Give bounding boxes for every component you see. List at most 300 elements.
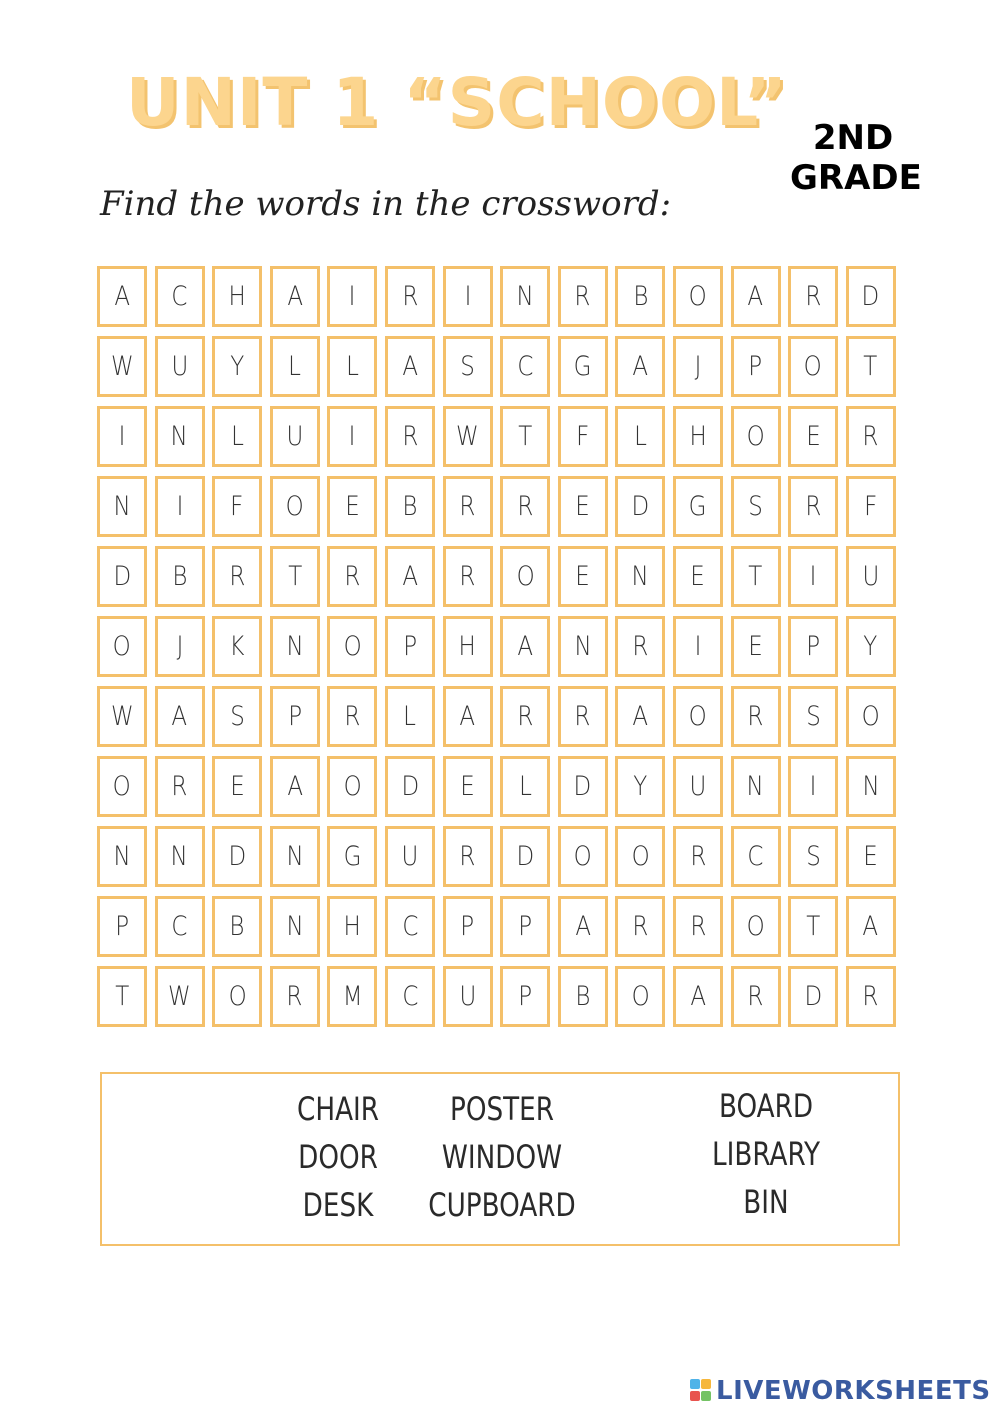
grid-letter: N [286, 631, 304, 662]
grid-letter: A [862, 911, 879, 942]
grid-cell[interactable] [155, 476, 205, 537]
grid-letter: I [464, 281, 471, 312]
grid-cell[interactable] [270, 616, 320, 677]
grid-cell[interactable] [385, 336, 435, 397]
grid-cell[interactable] [97, 896, 147, 957]
grid-cell[interactable] [327, 896, 377, 957]
grid-cell[interactable] [97, 266, 147, 327]
grid-letter: A [574, 911, 591, 942]
grid-letter: D [516, 841, 534, 872]
worksheet-title: UNIT 1 “SCHOOL” [126, 64, 788, 141]
grid-cell[interactable] [788, 966, 838, 1027]
grid-cell[interactable] [155, 546, 205, 607]
grid-cell[interactable] [731, 616, 781, 677]
grid-letter: S [805, 841, 821, 872]
grid-cell[interactable] [500, 616, 550, 677]
grid-cell[interactable] [385, 546, 435, 607]
grid-cell[interactable] [846, 756, 896, 817]
grid-cell[interactable] [270, 476, 320, 537]
grid-cell[interactable] [731, 266, 781, 327]
grid-letter: T [748, 561, 763, 592]
grid-cell[interactable] [443, 966, 493, 1027]
grid-letter: C [517, 351, 534, 382]
grid-cell[interactable] [731, 966, 781, 1027]
grid-cell[interactable] [615, 966, 665, 1027]
grid-letter: T [518, 421, 533, 452]
grid-letter: D [573, 771, 592, 802]
grid-cell[interactable] [212, 756, 262, 817]
grid-cell[interactable] [97, 336, 147, 397]
grid-letter: A [402, 561, 418, 592]
grid-cell[interactable] [443, 336, 493, 397]
word-bank-item: CUPBOARD [428, 1186, 576, 1224]
grid-letter: G [689, 491, 707, 522]
grid-letter: O [228, 981, 247, 1012]
grid-letter: F [864, 491, 878, 522]
grid-letter: A [286, 771, 303, 802]
grid-letter: E [575, 491, 591, 522]
grid-letter: A [114, 281, 130, 312]
grid-letter: R [171, 771, 188, 802]
grid-letter: A [517, 631, 534, 662]
grid-letter: L [345, 351, 359, 382]
grid-letter: L [288, 351, 302, 382]
grid-cell[interactable] [443, 616, 493, 677]
grid-letter: P [518, 981, 533, 1012]
grid-cell[interactable] [443, 266, 493, 327]
grid-cell[interactable] [846, 966, 896, 1027]
word-bank-item: WINDOW [441, 1138, 563, 1176]
grid-letter: F [576, 421, 590, 452]
grid-cell[interactable] [212, 826, 262, 887]
grid-cell[interactable] [327, 336, 377, 397]
grid-cell[interactable] [846, 406, 896, 467]
grid-cell[interactable] [558, 616, 608, 677]
grid-letter: I [809, 771, 817, 802]
grid-letter: D [804, 981, 822, 1012]
grid-letter: J [694, 351, 702, 382]
grid-letter: T [806, 911, 821, 942]
grid-cell[interactable] [270, 756, 320, 817]
grid-letter: I [118, 421, 126, 452]
grid-cell[interactable] [615, 896, 665, 957]
grade-label-line-1: 2ND [812, 118, 894, 158]
grid-letter: A [171, 701, 188, 732]
grid-letter: R [632, 631, 649, 662]
grid-cell[interactable] [788, 616, 838, 677]
grid-letter: A [402, 351, 418, 382]
grid-cell[interactable] [500, 336, 550, 397]
grid-cell[interactable] [673, 476, 723, 537]
grid-cell[interactable] [155, 616, 205, 677]
grid-cell[interactable] [443, 826, 493, 887]
grid-cell[interactable] [615, 756, 665, 817]
grid-letter: M [342, 981, 363, 1012]
grid-cell[interactable] [327, 756, 377, 817]
grid-letter: T [863, 351, 878, 382]
grid-cell[interactable] [846, 826, 896, 887]
grid-cell[interactable] [327, 476, 377, 537]
grid-cell[interactable] [846, 896, 896, 957]
grid-letter: B [632, 281, 648, 312]
grid-cell[interactable] [443, 476, 493, 537]
grid-cell[interactable] [97, 406, 147, 467]
grid-cell[interactable] [500, 826, 550, 887]
grid-letter: O [861, 701, 880, 732]
grid-letter: R [344, 561, 361, 592]
grid-letter: W [456, 421, 479, 452]
grid-letter: D [631, 491, 650, 522]
grid-cell[interactable] [788, 826, 838, 887]
grid-cell[interactable] [327, 406, 377, 467]
grid-letter: B [172, 561, 188, 592]
grid-letter: O [573, 841, 592, 872]
grid-letter: B [402, 491, 418, 522]
grid-letter: E [690, 561, 706, 592]
grid-cell[interactable] [673, 266, 723, 327]
grid-cell[interactable] [615, 336, 665, 397]
grid-cell[interactable] [731, 896, 781, 957]
grid-letter: E [345, 491, 360, 522]
grid-cell[interactable] [443, 546, 493, 607]
grid-cell[interactable] [788, 336, 838, 397]
grid-cell[interactable] [97, 546, 147, 607]
grid-cell[interactable] [270, 826, 320, 887]
word-bank-item: BIN [743, 1183, 789, 1221]
grid-cell[interactable] [558, 756, 608, 817]
word-bank-item: DOOR [298, 1138, 378, 1176]
grid-cell[interactable] [270, 266, 320, 327]
grid-letter: D [861, 281, 880, 312]
grid-cell[interactable] [673, 756, 723, 817]
grid-cell[interactable] [155, 756, 205, 817]
grid-letter: R [344, 701, 361, 732]
grid-letter: H [343, 911, 362, 942]
grid-cell[interactable] [327, 546, 377, 607]
grid-letter: O [746, 911, 765, 942]
grid-cell[interactable] [385, 896, 435, 957]
grid-cell[interactable] [270, 896, 320, 957]
word-bank [100, 1072, 900, 1246]
grid-cell[interactable] [270, 966, 320, 1027]
grid-letter: I [348, 421, 356, 452]
grid-cell[interactable] [327, 616, 377, 677]
grid-letter: R [459, 561, 476, 592]
grid-letter: R [689, 911, 706, 942]
word-search-grid [97, 266, 906, 1027]
grid-cell[interactable] [788, 476, 838, 537]
grid-cell[interactable] [212, 616, 262, 677]
grid-letter: W [110, 351, 134, 382]
grid-letter: N [170, 841, 189, 872]
grid-letter: W [168, 981, 191, 1012]
grid-cell[interactable] [270, 546, 320, 607]
grid-cell[interactable] [846, 686, 896, 747]
grid-cell[interactable] [846, 476, 896, 537]
grade-label [790, 118, 922, 198]
grid-cell[interactable] [443, 756, 493, 817]
grid-cell[interactable] [788, 756, 838, 817]
grid-letter: L [633, 421, 647, 452]
grid-letter: P [748, 351, 763, 382]
grid-cell[interactable] [155, 266, 205, 327]
grid-letter: R [805, 281, 822, 312]
grid-cell[interactable] [97, 476, 147, 537]
grid-cell[interactable] [846, 336, 896, 397]
grid-cell[interactable] [731, 406, 781, 467]
grid-letter: A [632, 351, 649, 382]
liveworksheets-logo[interactable] [690, 1374, 991, 1408]
grid-cell[interactable] [846, 546, 896, 607]
grid-letter: P [518, 911, 533, 942]
grid-cell[interactable] [673, 896, 723, 957]
grid-cell[interactable] [443, 406, 493, 467]
grid-cell[interactable] [212, 406, 262, 467]
grid-cell[interactable] [500, 406, 550, 467]
grid-cell[interactable] [97, 826, 147, 887]
grid-letter: A [632, 701, 649, 732]
grid-cell[interactable] [673, 616, 723, 677]
grid-letter: R [632, 911, 649, 942]
grid-letter: P [403, 631, 417, 662]
grid-cell[interactable] [558, 406, 608, 467]
grid-letter: P [115, 911, 129, 942]
grid-letter: S [805, 701, 821, 732]
grid-cell[interactable] [558, 476, 608, 537]
grid-cell[interactable] [615, 546, 665, 607]
grid-letter: U [689, 771, 707, 802]
grid-cell[interactable] [385, 476, 435, 537]
grid-cell[interactable] [500, 686, 550, 747]
grid-letter: J [176, 631, 183, 662]
grid-cell[interactable] [731, 546, 781, 607]
grid-cell[interactable] [97, 686, 147, 747]
grid-cell[interactable] [846, 616, 896, 677]
grid-letter: Y [633, 771, 648, 802]
grid-cell[interactable] [97, 616, 147, 677]
grid-letter: K [229, 631, 245, 662]
grid-cell[interactable] [558, 826, 608, 887]
grid-letter: R [229, 561, 246, 592]
grid-cell[interactable] [385, 406, 435, 467]
grid-letter: D [401, 771, 419, 802]
grid-letter: I [809, 561, 817, 592]
grid-cell[interactable] [385, 966, 435, 1027]
grid-cell[interactable] [788, 896, 838, 957]
grid-letter: N [286, 911, 304, 942]
grid-letter: F [230, 491, 244, 522]
grid-letter: O [343, 631, 362, 662]
grid-cell[interactable] [558, 266, 608, 327]
grid-letter: R [747, 981, 764, 1012]
grid-cell[interactable] [500, 266, 550, 327]
grid-cell[interactable] [615, 406, 665, 467]
grid-cell[interactable] [500, 546, 550, 607]
grid-cell[interactable] [327, 686, 377, 747]
grid-cell[interactable] [615, 826, 665, 887]
grid-letter: R [401, 421, 418, 452]
grid-cell[interactable] [155, 336, 205, 397]
grid-letter: U [401, 841, 419, 872]
grid-letter: O [746, 421, 765, 452]
grid-cell[interactable] [385, 756, 435, 817]
grid-letter: N [631, 561, 649, 592]
grid-cell[interactable] [443, 896, 493, 957]
grid-letter: O [112, 631, 132, 662]
grid-letter: E [748, 631, 763, 662]
grid-cell[interactable] [731, 336, 781, 397]
grid-cell[interactable] [212, 546, 262, 607]
grid-letter: B [229, 911, 245, 942]
grid-cell[interactable] [788, 266, 838, 327]
grid-letter: U [862, 561, 880, 592]
grid-letter: A [286, 281, 303, 312]
grid-letter: C [171, 281, 188, 312]
grid-cell[interactable] [270, 336, 320, 397]
grid-letter: Y [230, 351, 245, 382]
grid-cell[interactable] [731, 686, 781, 747]
grid-cell[interactable] [155, 406, 205, 467]
grid-cell[interactable] [97, 756, 147, 817]
grid-cell[interactable] [500, 966, 550, 1027]
grid-letter: R [805, 491, 822, 522]
word-bank-item: POSTER [450, 1090, 554, 1128]
grid-letter: O [688, 281, 707, 312]
grid-cell[interactable] [385, 686, 435, 747]
grid-cell[interactable] [558, 336, 608, 397]
grid-cell[interactable] [673, 406, 723, 467]
grid-letter: E [575, 561, 591, 592]
grid-letter: A [747, 281, 764, 312]
grid-cell[interactable] [731, 756, 781, 817]
grid-letter: R [517, 491, 534, 522]
grid-letter: C [171, 911, 188, 942]
grid-cell[interactable] [212, 966, 262, 1027]
grid-letter: O [688, 701, 707, 732]
grid-cell[interactable] [212, 686, 262, 747]
grid-cell[interactable] [673, 546, 723, 607]
grid-letter: L [403, 701, 417, 732]
grid-cell[interactable] [615, 266, 665, 327]
grid-letter: I [348, 281, 356, 312]
grid-letter: E [229, 771, 245, 802]
grid-cell[interactable] [270, 686, 320, 747]
grid-letter: O [631, 841, 650, 872]
liveworksheets-logo-icon [690, 1379, 712, 1403]
grid-cell[interactable] [443, 686, 493, 747]
grid-cell[interactable] [673, 826, 723, 887]
grid-cell[interactable] [615, 476, 665, 537]
grid-letter: R [689, 841, 706, 872]
liveworksheets-logo-text: LIVEWORKSHEETS [716, 1376, 991, 1406]
grid-letter: N [746, 771, 765, 802]
grid-letter: B [575, 981, 591, 1012]
grid-cell[interactable] [558, 896, 608, 957]
grid-cell[interactable] [155, 686, 205, 747]
grid-cell[interactable] [846, 266, 896, 327]
grid-cell[interactable] [615, 686, 665, 747]
grid-letter: R [459, 491, 476, 522]
grid-cell[interactable] [327, 826, 377, 887]
grid-letter: R [747, 701, 764, 732]
grid-letter: O [285, 491, 304, 522]
word-bank-item: DESK [302, 1186, 374, 1224]
grid-letter: E [460, 771, 475, 802]
grid-cell[interactable] [385, 616, 435, 677]
grid-letter: I [176, 491, 183, 522]
grid-letter: L [230, 421, 244, 452]
grid-cell[interactable] [500, 896, 550, 957]
grid-letter: S [748, 491, 763, 522]
grid-cell[interactable] [155, 896, 205, 957]
grid-letter: R [862, 421, 879, 452]
grid-letter: N [516, 281, 534, 312]
grid-cell[interactable] [558, 966, 608, 1027]
grid-cell[interactable] [558, 546, 608, 607]
grid-cell[interactable] [155, 966, 205, 1027]
grid-cell[interactable] [327, 266, 377, 327]
grid-cell[interactable] [212, 476, 262, 537]
grid-cell[interactable] [385, 826, 435, 887]
grid-letter: N [113, 491, 131, 522]
grid-letter: O [343, 771, 362, 802]
grid-letter: P [806, 631, 821, 662]
grid-letter: D [113, 561, 131, 592]
grid-cell[interactable] [327, 966, 377, 1027]
grid-cell[interactable] [673, 336, 723, 397]
grid-letter: R [862, 981, 879, 1012]
grid-cell[interactable] [731, 826, 781, 887]
grid-cell[interactable] [212, 896, 262, 957]
grid-letter: N [170, 421, 189, 452]
grid-letter: S [460, 351, 475, 382]
grid-letter: D [228, 841, 247, 872]
grid-letter: A [690, 981, 706, 1012]
grid-letter: G [573, 351, 592, 382]
grid-letter: L [518, 771, 532, 802]
grid-cell[interactable] [731, 476, 781, 537]
grid-letter: Y [863, 631, 878, 662]
grade-label-line-2: GRADE [790, 158, 922, 198]
grid-cell[interactable] [788, 686, 838, 747]
grid-letter: O [112, 771, 132, 802]
grid-cell[interactable] [500, 476, 550, 537]
grid-cell[interactable] [673, 686, 723, 747]
grid-cell[interactable] [615, 616, 665, 677]
grid-letter: H [228, 281, 246, 312]
grid-letter: E [805, 421, 821, 452]
grid-letter: N [113, 841, 131, 872]
instruction-text: Find the words in the crossword: [100, 184, 672, 224]
grid-cell[interactable] [788, 406, 838, 467]
grid-cell[interactable] [385, 266, 435, 327]
grid-letter: E [863, 841, 878, 872]
grid-cell[interactable] [155, 826, 205, 887]
grid-cell[interactable] [500, 756, 550, 817]
grid-letter: P [460, 911, 475, 942]
grid-letter: N [862, 771, 880, 802]
grid-cell[interactable] [97, 966, 147, 1027]
grid-cell[interactable] [212, 266, 262, 327]
grid-letter: C [401, 981, 418, 1012]
grid-letter: R [401, 281, 418, 312]
grid-cell[interactable] [212, 336, 262, 397]
grid-cell[interactable] [270, 406, 320, 467]
grid-cell[interactable] [788, 546, 838, 607]
grid-cell[interactable] [558, 686, 608, 747]
grid-cell[interactable] [673, 966, 723, 1027]
grid-letter: O [516, 561, 535, 592]
